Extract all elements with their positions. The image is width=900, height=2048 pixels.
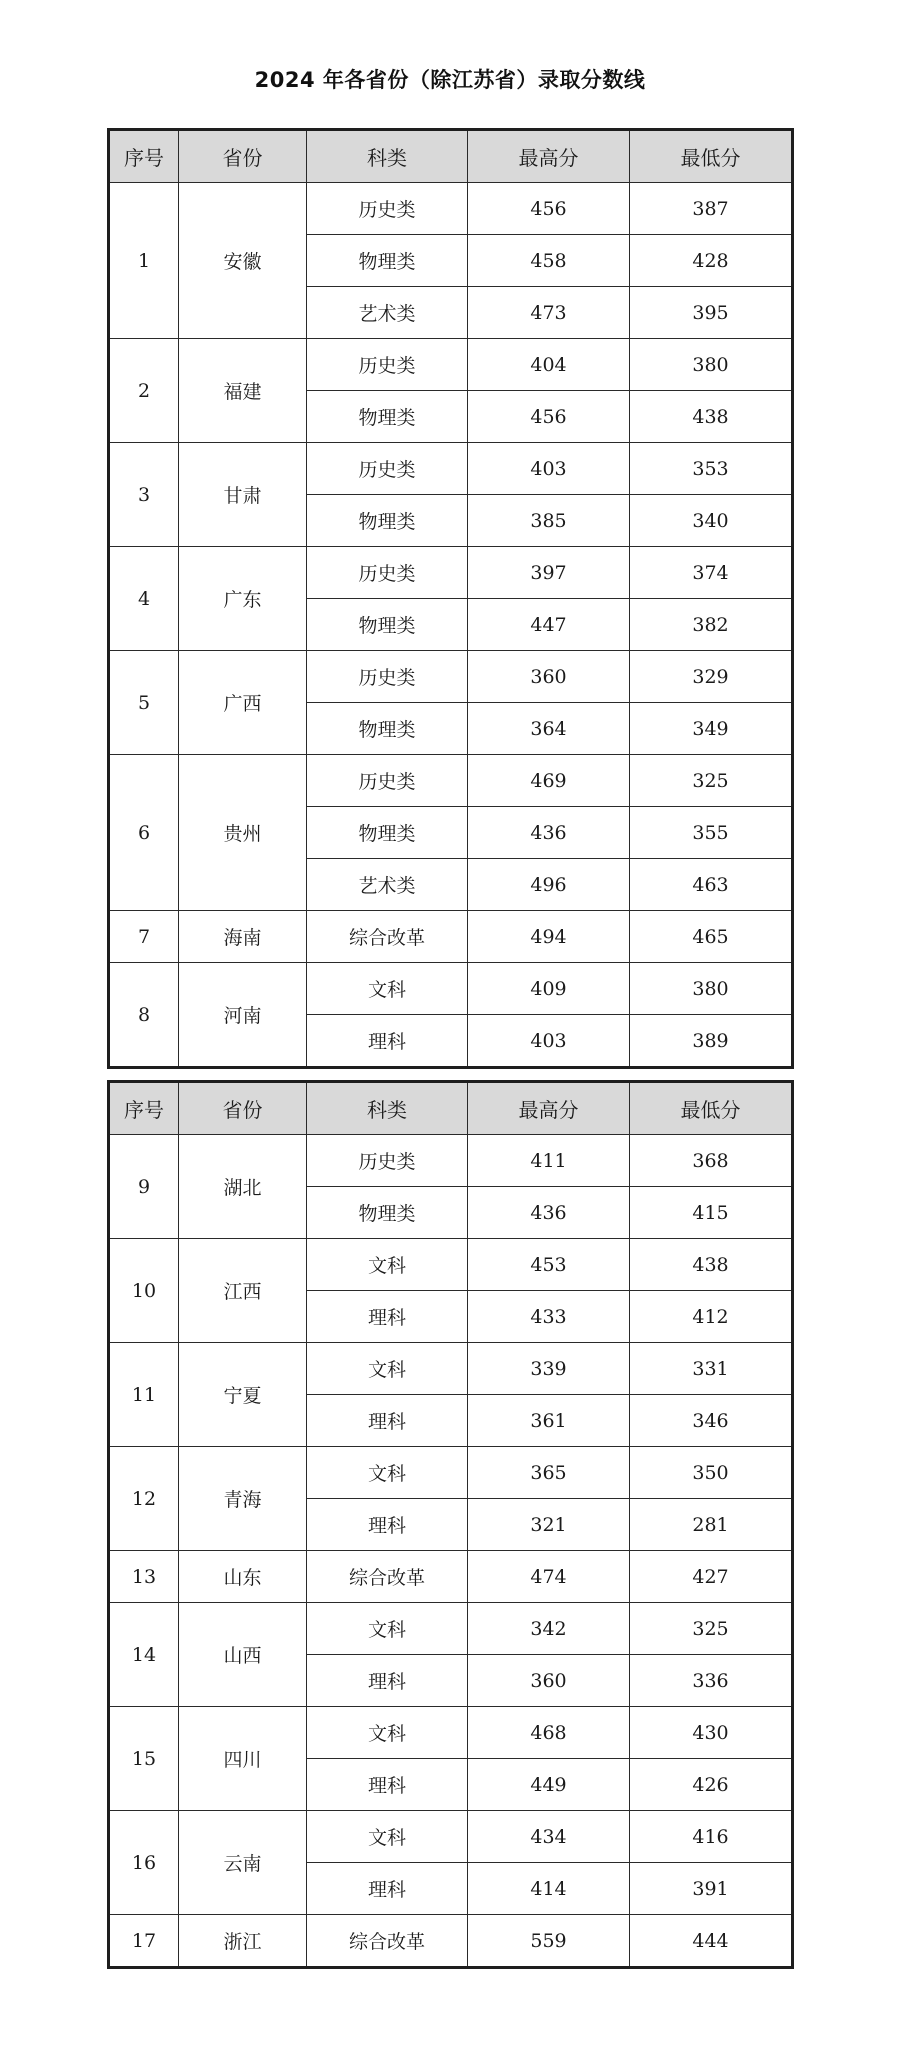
cell-max-score: 385 [468, 495, 630, 547]
cell-max-score: 473 [468, 287, 630, 339]
cell-category: 历史类 [307, 547, 468, 599]
cell-index: 15 [109, 1707, 179, 1811]
table-body [109, 1135, 793, 1968]
cell-category: 理科 [307, 1395, 468, 1447]
table-row [109, 1239, 793, 1291]
cell-index: 2 [109, 339, 179, 443]
cell-province: 浙江 [179, 1915, 307, 1968]
table-body [109, 183, 793, 1068]
cell-index: 4 [109, 547, 179, 651]
cell-max-score: 434 [468, 1811, 630, 1863]
cell-province: 贵州 [179, 755, 307, 911]
cell-min-score: 465 [630, 911, 793, 963]
cell-min-score: 349 [630, 703, 793, 755]
cell-min-score: 325 [630, 755, 793, 807]
cell-index: 13 [109, 1551, 179, 1603]
table-row [109, 1551, 793, 1603]
cell-category: 文科 [307, 1343, 468, 1395]
cell-max-score: 449 [468, 1759, 630, 1811]
cell-category: 文科 [307, 1239, 468, 1291]
cell-category: 历史类 [307, 339, 468, 391]
cell-max-score: 456 [468, 183, 630, 235]
cell-province: 江西 [179, 1239, 307, 1343]
cell-index: 1 [109, 183, 179, 339]
table-row [109, 1811, 793, 1863]
table-row [109, 911, 793, 963]
cell-max-score: 559 [468, 1915, 630, 1968]
cell-index: 16 [109, 1811, 179, 1915]
cell-min-score: 444 [630, 1915, 793, 1968]
cell-min-score: 346 [630, 1395, 793, 1447]
cell-category: 历史类 [307, 755, 468, 807]
cell-max-score: 436 [468, 1187, 630, 1239]
cell-index: 3 [109, 443, 179, 547]
cell-category: 理科 [307, 1863, 468, 1915]
cell-max-score: 436 [468, 807, 630, 859]
cell-max-score: 403 [468, 1015, 630, 1068]
cell-max-score: 411 [468, 1135, 630, 1187]
header-row [109, 1082, 793, 1135]
cell-min-score: 368 [630, 1135, 793, 1187]
cell-min-score: 463 [630, 859, 793, 911]
cell-min-score: 415 [630, 1187, 793, 1239]
header-max-score: 最高分 [468, 130, 630, 183]
header-row [109, 130, 793, 183]
table-row [109, 1915, 793, 1968]
cell-category: 文科 [307, 963, 468, 1015]
cell-category: 理科 [307, 1759, 468, 1811]
cell-category: 物理类 [307, 391, 468, 443]
table-row [109, 1447, 793, 1499]
header-min-score: 最低分 [630, 130, 793, 183]
page-title: 2024 年各省份（除江苏省）录取分数线 [254, 68, 646, 92]
cell-index: 11 [109, 1343, 179, 1447]
cell-category: 文科 [307, 1707, 468, 1759]
cell-category: 历史类 [307, 183, 468, 235]
cell-province: 山东 [179, 1551, 307, 1603]
cell-max-score: 414 [468, 1863, 630, 1915]
cell-max-score: 361 [468, 1395, 630, 1447]
cell-max-score: 468 [468, 1707, 630, 1759]
cell-min-score: 389 [630, 1015, 793, 1068]
cell-category: 综合改革 [307, 1551, 468, 1603]
cell-category: 历史类 [307, 651, 468, 703]
cell-max-score: 360 [468, 651, 630, 703]
cell-index: 10 [109, 1239, 179, 1343]
cell-min-score: 391 [630, 1863, 793, 1915]
cell-min-score: 353 [630, 443, 793, 495]
cell-category: 理科 [307, 1015, 468, 1068]
cell-index: 5 [109, 651, 179, 755]
cell-province: 甘肃 [179, 443, 307, 547]
table-row [109, 755, 793, 807]
cell-max-score: 409 [468, 963, 630, 1015]
cell-max-score: 364 [468, 703, 630, 755]
cell-category: 物理类 [307, 1187, 468, 1239]
cell-min-score: 350 [630, 1447, 793, 1499]
cell-category: 物理类 [307, 599, 468, 651]
cell-min-score: 380 [630, 963, 793, 1015]
cell-index: 8 [109, 963, 179, 1068]
cell-min-score: 438 [630, 391, 793, 443]
cell-min-score: 380 [630, 339, 793, 391]
cell-category: 理科 [307, 1291, 468, 1343]
cell-min-score: 430 [630, 1707, 793, 1759]
cell-min-score: 325 [630, 1603, 793, 1655]
header-province: 省份 [179, 130, 307, 183]
cell-min-score: 281 [630, 1499, 793, 1551]
cell-province: 福建 [179, 339, 307, 443]
cell-category: 综合改革 [307, 911, 468, 963]
cell-category: 物理类 [307, 495, 468, 547]
table-row [109, 1343, 793, 1395]
cell-min-score: 427 [630, 1551, 793, 1603]
cell-category: 文科 [307, 1603, 468, 1655]
header-index: 序号 [109, 1082, 179, 1135]
header-max-score: 最高分 [468, 1082, 630, 1135]
cell-category: 艺术类 [307, 287, 468, 339]
table-row [109, 1707, 793, 1759]
cell-min-score: 329 [630, 651, 793, 703]
score-table-2 [107, 1080, 794, 1969]
header-province: 省份 [179, 1082, 307, 1135]
cell-min-score: 331 [630, 1343, 793, 1395]
cell-category: 艺术类 [307, 859, 468, 911]
cell-min-score: 416 [630, 1811, 793, 1863]
cell-min-score: 336 [630, 1655, 793, 1707]
cell-max-score: 342 [468, 1603, 630, 1655]
cell-index: 14 [109, 1603, 179, 1707]
cell-province: 宁夏 [179, 1343, 307, 1447]
cell-max-score: 365 [468, 1447, 630, 1499]
cell-province: 四川 [179, 1707, 307, 1811]
header-category: 科类 [307, 130, 468, 183]
cell-min-score: 387 [630, 183, 793, 235]
cell-category: 理科 [307, 1655, 468, 1707]
cell-index: 6 [109, 755, 179, 911]
cell-min-score: 395 [630, 287, 793, 339]
cell-max-score: 453 [468, 1239, 630, 1291]
cell-province: 青海 [179, 1447, 307, 1551]
cell-max-score: 403 [468, 443, 630, 495]
cell-min-score: 340 [630, 495, 793, 547]
table-row [109, 651, 793, 703]
table-row [109, 1135, 793, 1187]
cell-category: 文科 [307, 1811, 468, 1863]
cell-min-score: 428 [630, 235, 793, 287]
cell-category: 物理类 [307, 703, 468, 755]
cell-category: 文科 [307, 1447, 468, 1499]
cell-index: 7 [109, 911, 179, 963]
cell-max-score: 456 [468, 391, 630, 443]
cell-max-score: 474 [468, 1551, 630, 1603]
cell-max-score: 360 [468, 1655, 630, 1707]
cell-max-score: 397 [468, 547, 630, 599]
cell-category: 综合改革 [307, 1915, 468, 1968]
cell-index: 9 [109, 1135, 179, 1239]
cell-max-score: 496 [468, 859, 630, 911]
header-index: 序号 [109, 130, 179, 183]
cell-max-score: 339 [468, 1343, 630, 1395]
cell-max-score: 447 [468, 599, 630, 651]
cell-min-score: 355 [630, 807, 793, 859]
table-row [109, 1603, 793, 1655]
score-table-1 [107, 128, 794, 1069]
cell-category: 理科 [307, 1499, 468, 1551]
cell-province: 安徽 [179, 183, 307, 339]
cell-max-score: 404 [468, 339, 630, 391]
cell-max-score: 469 [468, 755, 630, 807]
table-row [109, 963, 793, 1015]
cell-max-score: 494 [468, 911, 630, 963]
cell-min-score: 374 [630, 547, 793, 599]
cell-index: 12 [109, 1447, 179, 1551]
cell-max-score: 433 [468, 1291, 630, 1343]
table-row [109, 547, 793, 599]
cell-min-score: 426 [630, 1759, 793, 1811]
cell-province: 海南 [179, 911, 307, 963]
cell-max-score: 458 [468, 235, 630, 287]
cell-index: 17 [109, 1915, 179, 1968]
cell-min-score: 438 [630, 1239, 793, 1291]
cell-category: 物理类 [307, 807, 468, 859]
cell-province: 云南 [179, 1811, 307, 1915]
table-row [109, 183, 793, 235]
cell-province: 河南 [179, 963, 307, 1068]
cell-min-score: 412 [630, 1291, 793, 1343]
cell-category: 历史类 [307, 443, 468, 495]
cell-category: 物理类 [307, 235, 468, 287]
cell-min-score: 382 [630, 599, 793, 651]
cell-province: 湖北 [179, 1135, 307, 1239]
header-category: 科类 [307, 1082, 468, 1135]
table-row [109, 443, 793, 495]
cell-province: 山西 [179, 1603, 307, 1707]
cell-province: 广东 [179, 547, 307, 651]
cell-max-score: 321 [468, 1499, 630, 1551]
header-min-score: 最低分 [630, 1082, 793, 1135]
cell-province: 广西 [179, 651, 307, 755]
cell-category: 历史类 [307, 1135, 468, 1187]
table-row [109, 339, 793, 391]
